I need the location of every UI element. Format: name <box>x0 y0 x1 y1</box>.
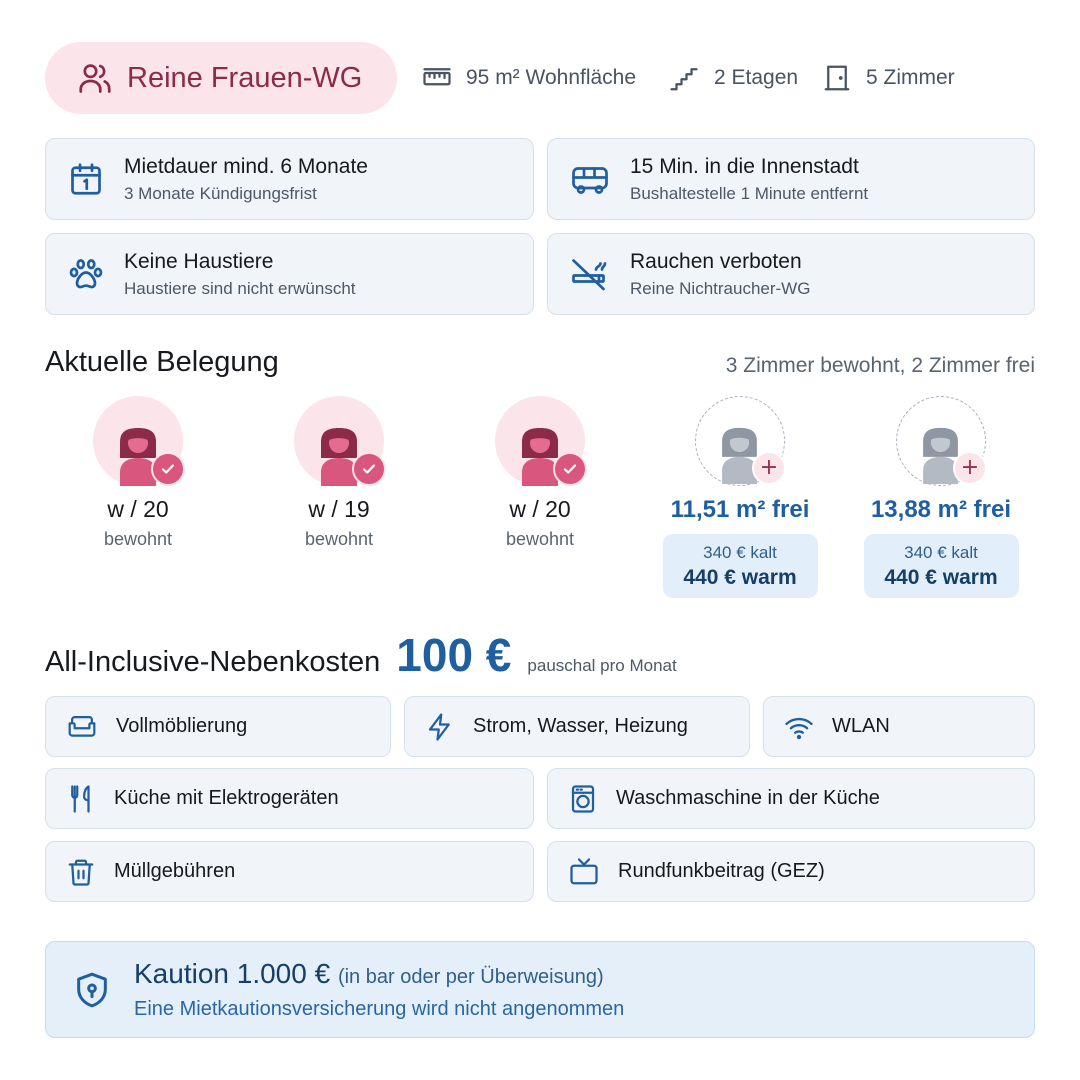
rule-subtitle: Reine Nichtraucher-WG <box>630 278 811 298</box>
included-item <box>45 696 391 757</box>
tv-icon <box>568 857 600 887</box>
costs-amount: 100 € <box>396 629 512 681</box>
room-status: bewohnt <box>103 529 173 549</box>
included-item-label: Strom, Wasser, Heizung <box>473 715 688 737</box>
room-status: bewohnt <box>304 529 374 549</box>
room-slot-free[interactable] <box>650 396 830 598</box>
sofa-icon <box>66 713 98 741</box>
included-item <box>45 768 534 829</box>
deposit-subtitle: Eine Mietkautionsversicherung wird nicht angenommen <box>134 998 625 1020</box>
avatar <box>896 396 986 486</box>
deposit-payment-note: (in bar oder per Überweisung) <box>337 966 604 988</box>
avatar <box>294 396 384 486</box>
occupancy-summary: 3 Zimmer bewohnt, 2 Zimmer frei <box>725 354 1035 377</box>
included-item-label: Waschmaschine in der Küche <box>616 787 880 809</box>
room-price <box>864 534 1019 598</box>
trash-icon <box>66 857 96 887</box>
rule-subtitle: Haustiere sind nicht erwünscht <box>124 278 356 298</box>
ruler-icon <box>422 63 452 93</box>
rule-subtitle: Bushaltestelle 1 Minute entfernt <box>630 183 869 203</box>
deposit-box <box>45 941 1035 1038</box>
free-room-size: 13,88 m² frei <box>870 496 1012 523</box>
included-item-label: Vollmöblierung <box>116 715 248 737</box>
included-item <box>45 841 534 902</box>
avatar <box>695 396 785 486</box>
room-slot-occupied <box>48 396 228 550</box>
included-item-label: Küche mit Elektrogeräten <box>114 787 339 809</box>
wifi-icon <box>784 713 814 741</box>
rule-title: Keine Haustiere <box>124 249 274 273</box>
room-slot-free[interactable] <box>851 396 1031 598</box>
stat-rooms <box>822 58 955 98</box>
room-status: bewohnt <box>505 529 575 549</box>
avatar <box>93 396 183 486</box>
lightning-icon <box>425 712 455 742</box>
included-item <box>763 696 1035 757</box>
included-item-label: Rundfunkbeitrag (GEZ) <box>618 860 825 882</box>
women-only-badge <box>45 42 397 114</box>
tenant-label: w / 20 <box>509 496 571 522</box>
included-item-label: WLAN <box>832 715 890 737</box>
tenant-label: w / 20 <box>107 496 169 522</box>
tenant-label: w / 19 <box>308 496 370 522</box>
rule-card-bus <box>547 138 1035 220</box>
free-room-size: 11,51 m² frei <box>670 496 810 523</box>
deposit-title-line <box>134 958 624 990</box>
stat-floors-label: 2 Etagen <box>714 66 799 89</box>
stat-rooms-label: 5 Zimmer <box>866 66 955 89</box>
rule-title: 15 Min. in die Innenstadt <box>630 154 859 178</box>
stat-floors <box>668 58 798 98</box>
rule-card-pets <box>45 233 534 315</box>
avatar <box>495 396 585 486</box>
costs-note: pauschal pro Monat <box>527 656 677 675</box>
warm-rent: 440 € warm <box>884 565 998 589</box>
stat-living-area <box>422 58 636 98</box>
check-icon <box>352 452 386 486</box>
check-icon <box>553 452 587 486</box>
cold-rent: 340 € kalt <box>904 542 978 562</box>
badge-label: Reine Frauen-WG <box>127 61 363 94</box>
door-icon <box>822 63 852 93</box>
washing-machine-icon <box>568 784 598 814</box>
warm-rent: 440 € warm <box>683 565 797 589</box>
fork-knife-icon <box>66 784 96 814</box>
room-slot-occupied <box>450 396 630 550</box>
deposit-title: Kaution 1.000 € <box>134 958 331 989</box>
included-item-label: Müllgebühren <box>114 860 236 882</box>
cold-rent: 340 € kalt <box>703 542 777 562</box>
plus-icon: + <box>752 451 786 485</box>
rule-card-rental-period <box>45 138 534 220</box>
no-smoking-icon <box>570 256 610 292</box>
costs-header <box>45 628 677 682</box>
costs-title: All-Inclusive-Nebenkosten <box>45 646 381 678</box>
calendar-icon <box>68 161 104 197</box>
shield-lock-icon <box>72 970 112 1010</box>
check-icon <box>151 452 185 486</box>
stat-living-area-label: 95 m² Wohnfläche <box>466 66 637 89</box>
rule-subtitle: 3 Monate Kündigungsfrist <box>124 183 317 203</box>
included-item <box>404 696 750 757</box>
occupancy-title: Aktuelle Belegung <box>45 346 279 378</box>
plus-icon: + <box>953 451 987 485</box>
room-slot-occupied <box>249 396 429 550</box>
users-icon <box>77 60 113 96</box>
rule-title: Mietdauer mind. 6 Monate <box>124 154 368 178</box>
bus-icon <box>570 161 610 197</box>
included-item <box>547 768 1035 829</box>
rule-title: Rauchen verboten <box>630 249 802 273</box>
stairs-icon <box>668 63 700 93</box>
paw-icon <box>68 256 104 292</box>
room-price <box>663 534 818 598</box>
rule-card-smoking <box>547 233 1035 315</box>
included-item <box>547 841 1035 902</box>
